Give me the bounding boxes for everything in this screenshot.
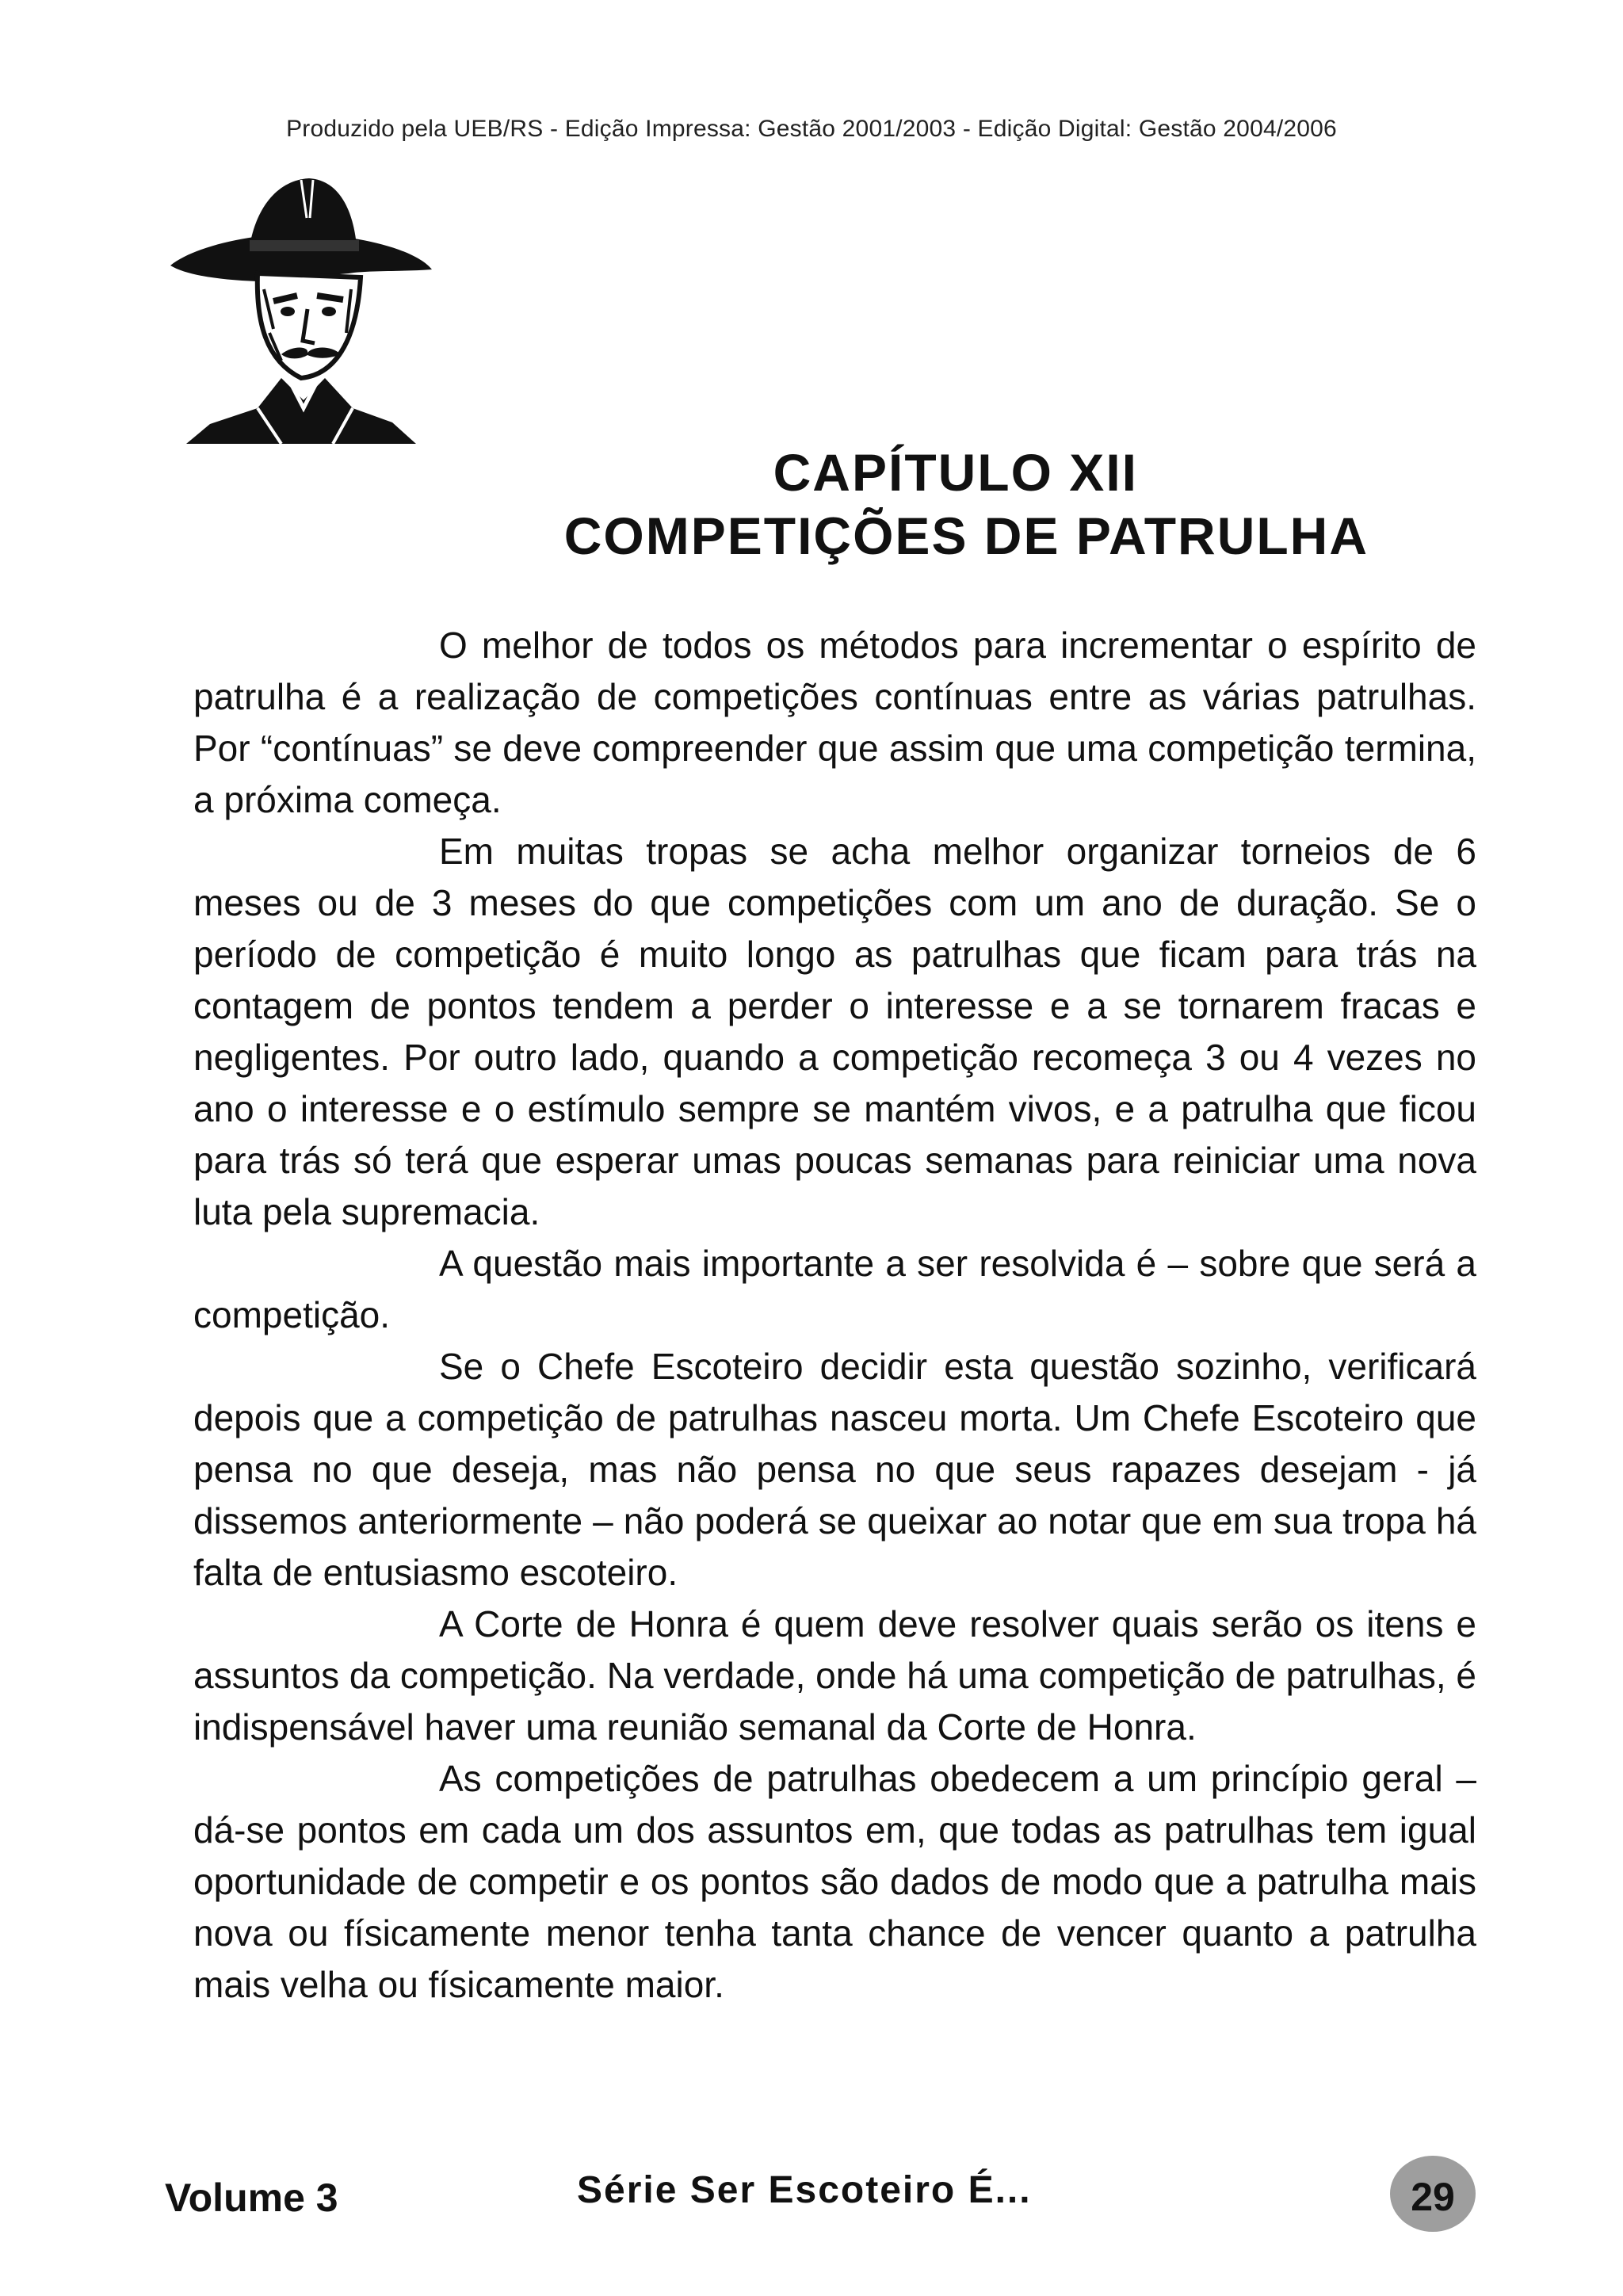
page-number-badge — [1390, 2156, 1476, 2232]
paragraph: A Corte de Honra é quem deve resolver quais serão os itens e assuntos da competição. Na verdade, onde há uma competição de patrulhas, é indispensável haver uma reunião semanal da Corte de Honra. — [193, 1603, 1476, 1748]
chapter-title: COMPETIÇÕES DE PATRULHA — [563, 506, 1369, 565]
paragraph: O melhor de todos os métodos para incrementar o espírito de patrulha é a realização de competições contínuas entre as várias patrulhas. Por “contínuas” se deve compreender que assim que uma competição termina, a próxima começa. — [193, 625, 1476, 820]
volume-label: Volume 3 — [165, 2176, 338, 2220]
page-number: 29 — [1411, 2175, 1455, 2219]
paragraph: A questão mais importante a ser resolvida é – sobre que será a competição. — [193, 1243, 1476, 1335]
scout-founder-portrait-icon — [162, 170, 436, 444]
series-title: Série Ser Escoteiro É... — [577, 2169, 1032, 2211]
production-note: Produzido pela UEB/RS - Edição Impressa: Gestão 2001/2003 - Edição Digital: Gestão 2004/2006 — [286, 116, 1337, 142]
paragraph: Se o Chefe Escoteiro decidir esta questão sozinho, verificará depois que a competição de patrulhas nasceu morta. Um Chefe Escoteiro que pensa no que deseja, mas não pensa no que seus rapazes desejam - já dissemos anteriormente – não poderá se queixar ao notar que em sua tropa há falta de entusiasmo escoteiro. — [193, 1346, 1476, 1593]
chapter-body — [193, 620, 1476, 2011]
paragraph: As competições de patrulhas obedecem a um princípio geral – dá-se pontos em cada um dos assuntos em, que todas as patrulhas tem igual oportunidade de competir e os pontos são dados de modo que a patrulha mais nova ou físicamente menor tenha tanta chance de vencer quanto a patrulha mais velha ou físicamente maior. — [193, 1758, 1476, 2005]
chapter-number: CAPÍTULO XII — [773, 443, 1138, 502]
paragraph: Em muitas tropas se acha melhor organizar torneios de 6 meses ou de 3 meses do que competições com um ano de duração. Se o período de competição é muito longo as patrulhas que ficam para trás na contagem de pontos tendem a perder o interesse e a se tornarem fracas e negligentes. Por outro lado, quando a competição recomeça 3 ou 4 vezes no ano o interesse e o estímulo sempre se mantém vivos, e a patrulha que ficou para trás só terá que esperar umas poucas semanas para reiniciar uma nova luta pela supremacia. — [193, 831, 1476, 1232]
